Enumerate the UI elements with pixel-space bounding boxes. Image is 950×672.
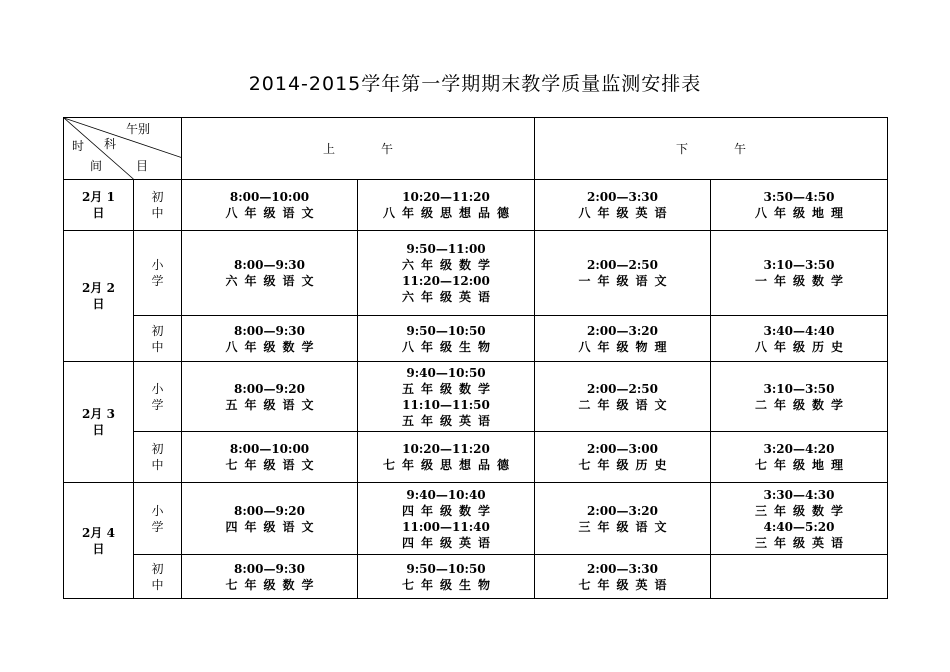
- grade-cell: 初中: [134, 555, 182, 599]
- grade-cell: 初中: [134, 432, 182, 483]
- grade-cell: 初中: [134, 180, 182, 231]
- afternoon-label: 下午: [676, 141, 793, 156]
- schedule-row: [64, 231, 888, 316]
- schedule-row: [64, 432, 888, 483]
- corner-label-jian: 间: [90, 159, 103, 173]
- exam-slot: 10:20—11:20 八年级思想品德: [358, 180, 535, 231]
- grade-cell: 小学: [134, 483, 182, 555]
- corner-label-ke: 科: [104, 137, 117, 151]
- exam-slot: 8:00—9:20 四年级语文: [182, 483, 358, 555]
- schedule-row: [64, 362, 888, 432]
- date-cell: 2月 2日: [64, 231, 134, 362]
- morning-header: [182, 118, 535, 180]
- exam-slot: 3:10—3:50 二年级数学: [711, 362, 888, 432]
- exam-slot: 9:50—11:00 六年级数学 11:20—12:00 六年级英语: [358, 231, 535, 316]
- exam-slot: 2:00—2:50 二年级语文: [535, 362, 711, 432]
- schedule-table: [63, 117, 888, 599]
- date-cell: 2月 3日: [64, 362, 134, 483]
- morning-label: 上午: [323, 141, 440, 156]
- corner-label-shi: 时: [72, 139, 85, 153]
- exam-slot: 9:40—10:40 四年级数学 11:00—11:40 四年级英语: [358, 483, 535, 555]
- afternoon-header: [535, 118, 888, 180]
- exam-slot: 3:50—4:50 八年级地理: [711, 180, 888, 231]
- exam-slot: 3:30—4:30 三年级数学 4:40—5:20 三年级英语: [711, 483, 888, 555]
- exam-slot: 2:00—3:20 三年级语文: [535, 483, 711, 555]
- schedule-row: [64, 316, 888, 362]
- exam-slot: 8:00—9:30 七年级数学: [182, 555, 358, 599]
- date-cell: 2月 1日: [64, 180, 134, 231]
- exam-slot: 9:50—10:50 八年级生物: [358, 316, 535, 362]
- exam-slot: 2:00—3:00 七年级历史: [535, 432, 711, 483]
- exam-slot: 2:00—3:20 八年级物理: [535, 316, 711, 362]
- exam-slot: 8:00—9:30 八年级数学: [182, 316, 358, 362]
- exam-slot: 2:00—3:30 八年级英语: [535, 180, 711, 231]
- grade-cell: 小学: [134, 362, 182, 432]
- empty-slot: [711, 555, 888, 599]
- exam-slot: 9:40—10:50 五年级数学 11:10—11:50 五年级英语: [358, 362, 535, 432]
- exam-slot: 8:00—9:30 六年级语文: [182, 231, 358, 316]
- corner-label-period: 午别: [126, 122, 151, 136]
- exam-slot: 3:20—4:20 七年级地理: [711, 432, 888, 483]
- exam-slot: 2:00—3:30 七年级英语: [535, 555, 711, 599]
- schedule-row: [64, 555, 888, 599]
- exam-slot: 3:40—4:40 八年级历史: [711, 316, 888, 362]
- exam-slot: 3:10—3:50 一年级数学: [711, 231, 888, 316]
- schedule-row: [64, 483, 888, 555]
- exam-slot: 8:00—10:00 七年级语文: [182, 432, 358, 483]
- exam-slot: 8:00—10:00 八年级语文: [182, 180, 358, 231]
- corner-header-cell: [64, 118, 182, 180]
- grade-cell: 小学: [134, 231, 182, 316]
- exam-slot: 2:00—2:50 一年级语文: [535, 231, 711, 316]
- exam-slot: 9:50—10:50 七年级生物: [358, 555, 535, 599]
- exam-slot: 10:20—11:20 七年级思想品德: [358, 432, 535, 483]
- date-cell: 2月 4日: [64, 483, 134, 599]
- grade-cell: 初中: [134, 316, 182, 362]
- header-row: [64, 118, 888, 180]
- corner-label-mu: 目: [136, 159, 149, 173]
- page-title: 2014-2015学年第一学期期末教学质量监测安排表: [248, 73, 702, 95]
- schedule-row: [64, 180, 888, 231]
- exam-slot: 8:00—9:20 五年级语文: [182, 362, 358, 432]
